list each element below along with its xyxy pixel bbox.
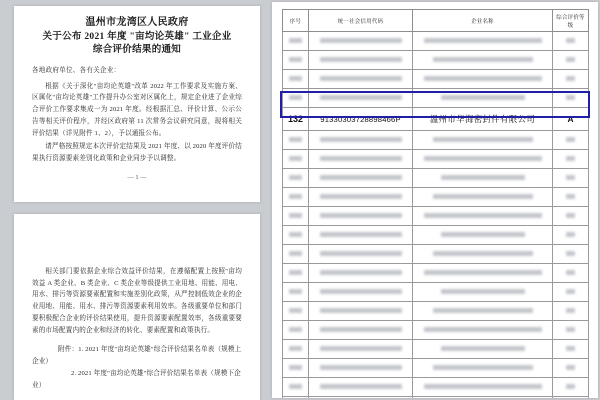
redacted-value	[289, 38, 302, 43]
cell-name	[413, 340, 553, 359]
cell-index	[283, 340, 309, 359]
cell-grade	[553, 51, 589, 70]
cell-code	[309, 340, 413, 359]
cell-code	[309, 70, 413, 89]
cell-grade	[553, 264, 589, 283]
table-header-row	[283, 10, 589, 32]
cell-code	[309, 226, 413, 245]
cell-grade	[553, 245, 589, 264]
table-row	[283, 150, 589, 169]
cell-code	[309, 51, 413, 70]
table-row	[283, 283, 589, 302]
cell-code	[309, 207, 413, 226]
cell-index	[283, 131, 309, 150]
document-page-1	[14, 6, 260, 202]
cell-index	[283, 245, 309, 264]
document-salutation: 各地政府单位、各有关企业：	[32, 67, 121, 75]
cell-index	[283, 321, 309, 340]
cell-code	[309, 264, 413, 283]
cell-grade: A	[553, 108, 589, 131]
cell-grade	[553, 340, 589, 359]
table-row	[283, 340, 589, 359]
cell-grade	[553, 302, 589, 321]
cell-grade	[553, 207, 589, 226]
cell-code	[309, 359, 413, 378]
cell-code	[309, 32, 413, 51]
cell-name	[413, 245, 553, 264]
table-row	[283, 51, 589, 70]
table-row	[283, 188, 589, 207]
cell-index	[283, 70, 309, 89]
cell-name	[413, 378, 553, 397]
cell-name	[413, 264, 553, 283]
cell-name	[413, 188, 553, 207]
cell-index	[283, 207, 309, 226]
cell-index	[283, 264, 309, 283]
cell-grade	[553, 378, 589, 397]
cell-code	[309, 188, 413, 207]
document-title	[32, 16, 242, 58]
table-row	[283, 245, 589, 264]
cell-index	[283, 378, 309, 397]
cell-index	[283, 226, 309, 245]
cell-index	[283, 397, 309, 399]
document-title-line-3: 综合评价结果的通知	[92, 45, 182, 56]
cell-name	[413, 169, 553, 188]
cell-name	[413, 131, 553, 150]
cell-index: 132	[283, 108, 309, 131]
cell-name	[413, 89, 553, 108]
cell-code	[309, 302, 413, 321]
document-page2-paragraph: 相关部门要依据企业综合效益评价结果，在遵循配置上按照"亩均效益 A 类企业、B 类企业、C 类企业等级提供工业用地、用能、用电、用水、排污等资源要素配置和实施差别化政策，从严控制低效企业的企业用地、用能、用水、排污等资源要素利用效率。各级重要单位和部门要积极配合企业的评价结果使用，提升资源要素配置效率，各级重要要素的市场配置内的企业和经济的转化、要素配置和政策执行。	[32, 268, 242, 334]
document-page-number: — 1 —	[127, 173, 147, 181]
table-row	[283, 302, 589, 321]
document-pages-column	[0, 0, 268, 400]
document-paragraph-1: 根据《关于深化"亩均论英雄"改革 2022 年工作要求及实施方案、区属化"亩均论英雄"工作提升办公室对区属化上，规定企业进了企业综合评价工作要求集成一为 2021 年度。经根据汇总、评价计算、公示公告等相关评价程序，并经区政府第 11 次常务会议研究同意，现将相关评价结果（详见附件 1、2），予以通报公布。	[32, 82, 242, 137]
result-table-wrapper	[282, 9, 588, 398]
table-row	[283, 378, 589, 397]
cell-name	[413, 32, 553, 51]
cell-index	[283, 169, 309, 188]
table-row	[283, 264, 589, 283]
cell-name	[413, 207, 553, 226]
table-row	[283, 226, 589, 245]
cell-name	[413, 397, 553, 399]
column-header-company-name: 企业名称	[413, 10, 553, 32]
cell-index	[283, 359, 309, 378]
column-header-index: 序号	[283, 10, 309, 32]
table-row	[283, 169, 589, 188]
cell-grade	[553, 32, 589, 51]
table-row	[283, 89, 589, 108]
document-page-2	[14, 214, 260, 400]
cell-grade	[553, 70, 589, 89]
cell-grade	[553, 321, 589, 340]
cell-name	[413, 51, 553, 70]
table-row	[283, 207, 589, 226]
cell-code	[309, 378, 413, 397]
cell-grade	[553, 169, 589, 188]
table-row	[283, 32, 589, 51]
attachments-label: 附件：	[58, 346, 79, 354]
attachment-item-2: 2. 2021 年度"亩均论英雄"综合评价结果名单表（规模下企业）	[32, 370, 241, 389]
cell-grade	[553, 226, 589, 245]
cell-name	[413, 226, 553, 245]
document-title-line-1: 温州市龙湾区人民政府	[85, 17, 189, 28]
result-table	[282, 9, 589, 398]
cell-name	[413, 150, 553, 169]
cell-name	[413, 359, 553, 378]
attachment-item-1: 1. 2021 年度"亩均论英雄"综合评价结果名单表（规模上企业）	[32, 346, 242, 366]
cell-grade	[553, 359, 589, 378]
column-header-grade: 综合评价等级	[553, 10, 589, 32]
cell-grade	[553, 283, 589, 302]
cell-name	[413, 70, 553, 89]
cell-code	[309, 131, 413, 150]
cell-name	[413, 321, 553, 340]
table-row	[283, 321, 589, 340]
cell-index	[283, 150, 309, 169]
table-row	[283, 397, 589, 399]
cell-grade	[553, 89, 589, 108]
document-title-line-2: 关于公布 2021 年度 "亩均论英雄" 工业企业	[42, 31, 232, 42]
highlighted-table-row[interactable]	[283, 108, 589, 131]
table-row	[283, 70, 589, 89]
table-row	[283, 131, 589, 150]
table-row	[283, 359, 589, 378]
cell-name	[413, 302, 553, 321]
cell-index	[283, 51, 309, 70]
cell-code	[309, 245, 413, 264]
cell-name	[413, 283, 553, 302]
cell-code	[309, 397, 413, 399]
result-table-panel	[272, 2, 598, 398]
cell-code	[309, 321, 413, 340]
cell-grade	[553, 188, 589, 207]
document-paragraph-2: 请严格按照规定本次评价定结果及 2021 年度、以 2020 年度评价结果执行资源要素差别化政策和企业同步予以调整。	[32, 143, 242, 162]
cell-grade	[553, 397, 589, 399]
redacted-value	[320, 38, 402, 43]
redacted-value	[424, 38, 542, 43]
cell-code	[309, 283, 413, 302]
column-header-credit-code: 统一社会信用代码	[309, 10, 413, 32]
redacted-value	[566, 38, 575, 43]
cell-code	[309, 150, 413, 169]
cell-index	[283, 302, 309, 321]
cell-code	[309, 169, 413, 188]
cell-index	[283, 188, 309, 207]
cell-index	[283, 283, 309, 302]
cell-index	[283, 89, 309, 108]
cell-grade	[553, 131, 589, 150]
cell-name: 温州市华海密封件有限公司	[413, 108, 553, 131]
table-body	[283, 32, 589, 399]
cell-code: 91330303728898466P	[309, 108, 413, 131]
cell-index	[283, 32, 309, 51]
cell-grade	[553, 150, 589, 169]
cell-code	[309, 89, 413, 108]
